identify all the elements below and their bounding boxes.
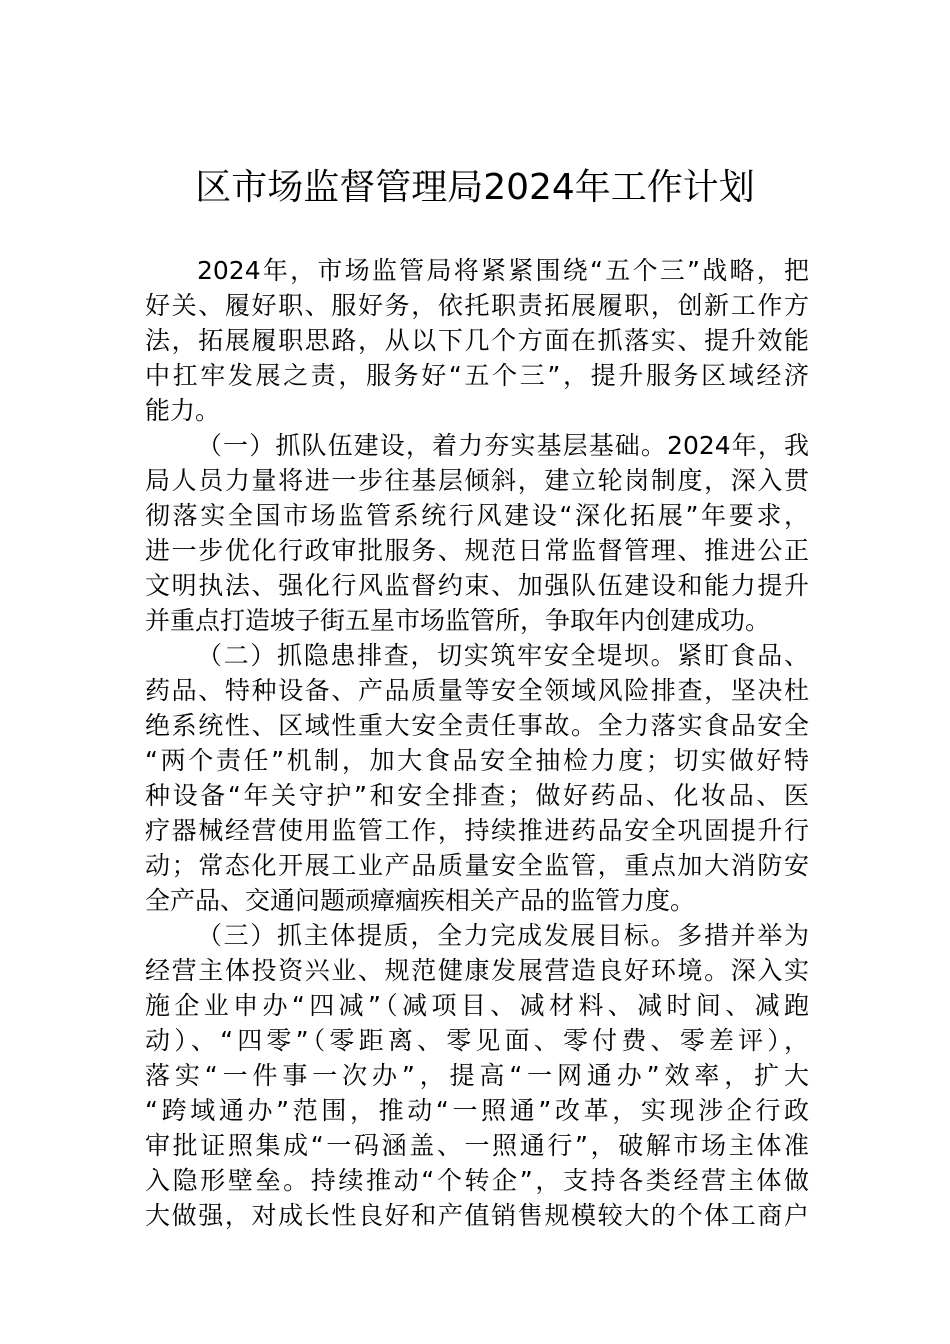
- paragraph-line: 药品、特种设备、产品质量等安全领域风险排查，坚决杜: [145, 676, 809, 705]
- paragraph-line: 进一步优化行政审批服务、规范日常监督管理、推进公正: [145, 536, 809, 565]
- paragraph-line: 经营主体投资兴业、规范健康发展营造良好环境。深入实: [145, 956, 809, 985]
- paragraph-first-line: （一）抓队伍建设，着力夯实基层基础。2024年，我: [197, 431, 809, 460]
- paragraph-line: 审批证照集成“一码涵盖、一照通行”，破解市场主体准: [145, 1131, 809, 1160]
- paragraph-first-line: （二）抓隐患排查，切实筑牢安全堤坝。紧盯食品、: [197, 641, 809, 670]
- paragraph-line: “跨域通办”范围，推动“一照通”改革，实现涉企行政: [145, 1096, 809, 1125]
- paragraph-line: 疗器械经营使用监管工作，持续推进药品安全巩固提升行: [145, 816, 809, 845]
- paragraph-line: 入隐形壁垒。持续推动“个转企”，支持各类经营主体做: [145, 1166, 809, 1195]
- paragraph-line: 落实“一件事一次办”，提高“一网通办”效率，扩大: [145, 1061, 809, 1090]
- paragraph-line: 大做强，对成长性良好和产值销售规模较大的个体工商户: [145, 1201, 809, 1230]
- paragraph-line: 好关、履好职、服好务，依托职责拓展履职，创新工作方: [145, 291, 809, 320]
- paragraph-line: 法，拓展履职思路，从以下几个方面在抓落实、提升效能: [145, 326, 809, 355]
- document-title: 区市场监督管理局2024年工作计划: [195, 167, 755, 208]
- paragraph-line: 施企业申办“四减”（减项目、减材料、减时间、减跑: [145, 991, 809, 1020]
- paragraph-line: 动）、“四零”（零距离、零见面、零付费、零差评），: [145, 1026, 809, 1055]
- paragraph-line: 动；常态化开展工业产品质量安全监管，重点加大消防安: [145, 851, 809, 880]
- paragraph-first-line: （三）抓主体提质，全力完成发展目标。多措并举为: [197, 921, 809, 950]
- paragraph-line: 中扛牢发展之责，服务好“五个三”，提升服务区域经济: [145, 361, 809, 390]
- paragraph-line: 并重点打造坡子街五星市场监管所，争取年内创建成功。: [145, 606, 771, 635]
- paragraph-line: 全产品、交通问题顽瘴痼疾相关产品的监管力度。: [145, 886, 696, 915]
- paragraph-line: 种设备“年关守护”和安全排查；做好药品、化妆品、医: [145, 781, 809, 810]
- paragraph-line: 绝系统性、区域性重大安全责任事故。全力落实食品安全: [145, 711, 809, 740]
- paragraph-first-line: 2024年，市场监管局将紧紧围绕“五个三”战略，把: [197, 256, 809, 285]
- paragraph-line: 彻落实全国市场监管系统行风建设“深化拓展”年要求，: [145, 501, 809, 530]
- paragraph-line: 文明执法、强化行风监督约束、加强队伍建设和能力提升: [145, 571, 809, 600]
- paragraph-line: 局人员力量将进一步往基层倾斜，建立轮岗制度，深入贯: [145, 466, 809, 495]
- paragraph-line: “两个责任”机制，加大食品安全抽检力度；切实做好特: [145, 746, 809, 775]
- document-body: [145, 253, 809, 1233]
- paragraph-line: 能力。: [145, 396, 221, 425]
